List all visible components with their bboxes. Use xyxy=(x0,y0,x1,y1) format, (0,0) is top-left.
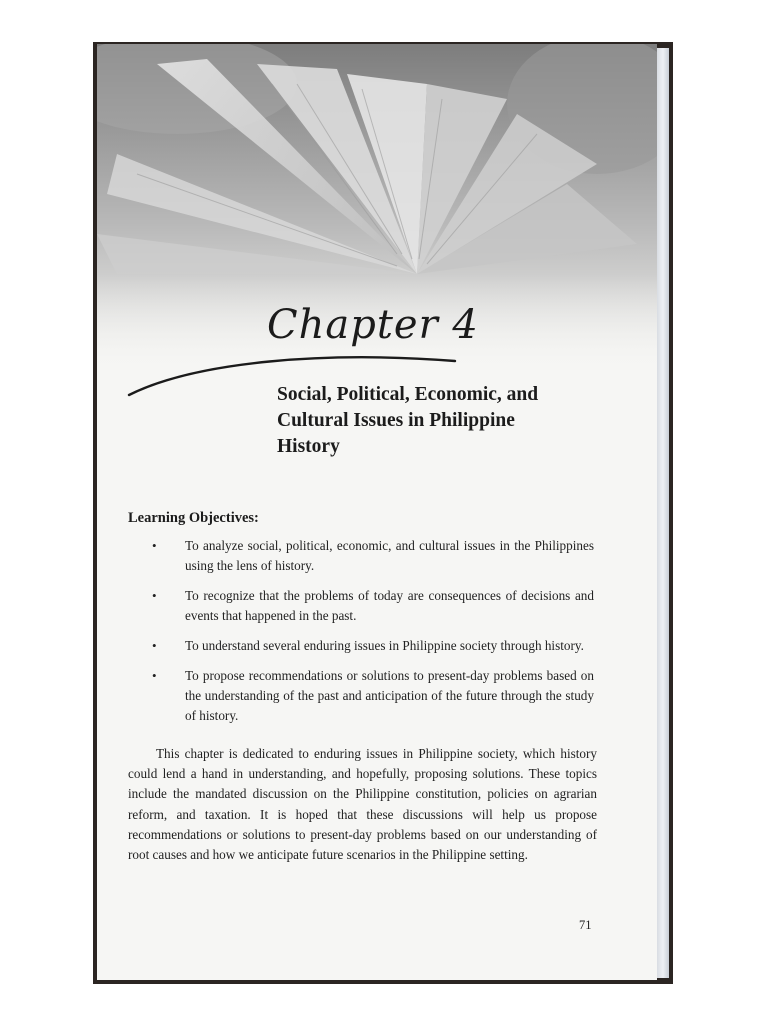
chapter-label: Chapter 4 xyxy=(267,302,479,348)
page-number: 71 xyxy=(579,918,592,932)
objective-text: To propose recommendations or solutions to present-day problems based on the understanding of the past and anticipation of the future through the study of history. xyxy=(185,668,594,723)
learning-objectives-list xyxy=(152,536,594,736)
list-item xyxy=(152,536,594,576)
intro-paragraph: This chapter is dedicated to enduring issues in Philippine society, which history could lend a hand in understanding, and hopefully, proposing solutions. These topics include the mandated discussion on the Philippine constitution, policies on agrarian reform, and taxation. It is hoped that these discussions will help us propose recommendations or solutions to present-day problems based on our understanding of root causes and how we anticipate future scenarios in the Philippine setting. xyxy=(128,746,597,863)
bullet-icon: • xyxy=(152,668,157,683)
chapter-title xyxy=(277,382,617,460)
objective-text: To analyze social, political, economic, and cultural issues in the Philippines using the lens of history. xyxy=(185,538,594,573)
chapter-title-line: Social, Political, Economic, and xyxy=(277,384,539,405)
list-item xyxy=(152,666,594,726)
book-page xyxy=(97,44,657,980)
chapter-title-line: History xyxy=(277,436,340,457)
objective-text: To recognize that the problems of today are consequences of decisions and events that happened in the past. xyxy=(185,588,594,623)
page-edge xyxy=(657,48,669,978)
list-item xyxy=(152,636,594,656)
bullet-icon: • xyxy=(152,638,157,653)
objective-text: To understand several enduring issues in Philippine society through history. xyxy=(185,638,584,653)
bullet-icon: • xyxy=(152,538,157,553)
bullet-icon: • xyxy=(152,588,157,603)
list-item xyxy=(152,586,594,626)
learning-objectives-heading: Learning Objectives: xyxy=(128,510,259,526)
chapter-title-line: Cultural Issues in Philippine xyxy=(277,410,515,431)
